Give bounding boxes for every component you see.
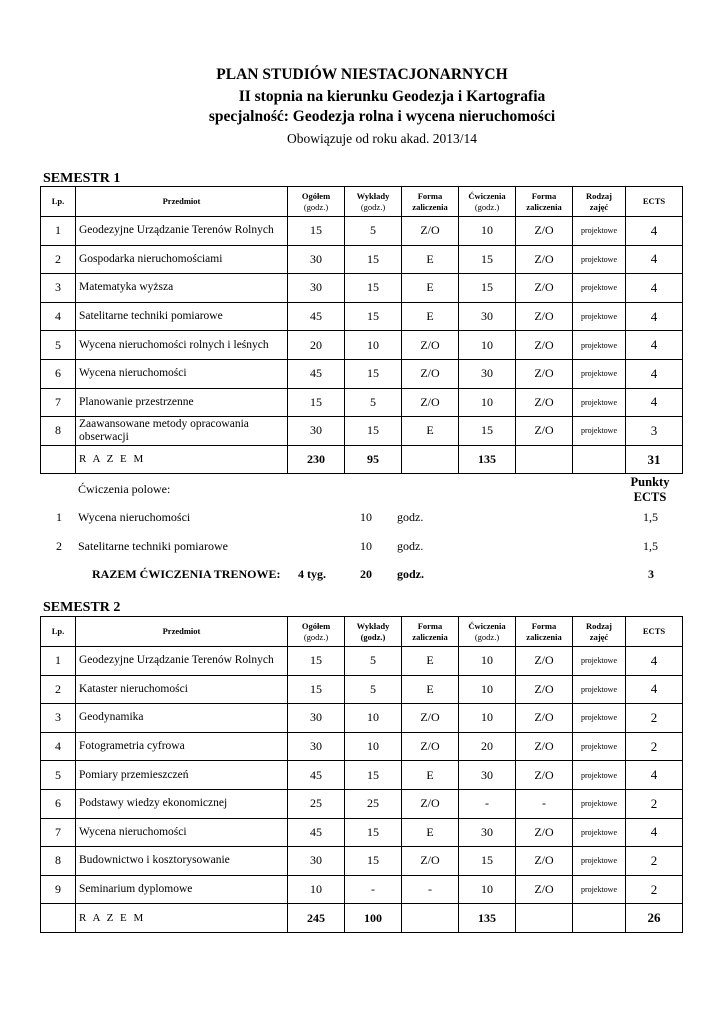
cell-exercises: 10 <box>459 875 516 904</box>
field-item-1-ects: 1,5 <box>643 510 658 524</box>
field-item-1-hours: 10 <box>360 510 372 524</box>
cell-lectures: 15 <box>345 245 402 274</box>
cell-exercises: 30 <box>459 818 516 847</box>
field-total-label: RAZEM ĆWICZENIA TRENOWE: <box>92 567 281 581</box>
cell-form1: E <box>402 818 459 847</box>
cell-lp: 2 <box>41 245 76 274</box>
cell-form2: Z/O <box>516 732 573 761</box>
cell-ects: 4 <box>626 274 683 303</box>
cell-total: 30 <box>288 732 345 761</box>
table-row <box>41 359 683 388</box>
cell-form2: Z/O <box>516 274 573 303</box>
cell-subject: Wycena nieruchomości <box>76 818 288 847</box>
cell-ects: 4 <box>626 761 683 790</box>
col-type: Rodzaj zajęć <box>573 617 626 647</box>
cell-lp: 3 <box>41 704 76 733</box>
cell-total-ects: 26 <box>626 904 683 933</box>
field-exercises-points-heading: Punkty ECTS <box>630 475 670 504</box>
cell-ects: 2 <box>626 789 683 818</box>
cell-empty <box>516 904 573 933</box>
cell-lectures: - <box>345 875 402 904</box>
cell-ects: 4 <box>626 245 683 274</box>
field-total-weeks: 4 tyg. <box>298 567 326 581</box>
cell-form1: Z/O <box>402 359 459 388</box>
cell-lp: 4 <box>41 732 76 761</box>
cell-ects: 2 <box>626 704 683 733</box>
cell-lectures: 5 <box>345 388 402 417</box>
field-item-2-subject: Satelitarne techniki pomiarowe <box>78 539 228 553</box>
cell-exercises: 20 <box>459 732 516 761</box>
cell-lectures: 15 <box>345 274 402 303</box>
col-subject: Przedmiot <box>76 187 288 217</box>
table-row <box>41 732 683 761</box>
cell-empty <box>573 904 626 933</box>
cell-subject: Geodezyjne Urządzanie Terenów Rolnych <box>76 647 288 676</box>
col-ects: ECTS <box>626 187 683 217</box>
cell-lectures: 10 <box>345 704 402 733</box>
table-row <box>41 388 683 417</box>
cell-empty <box>402 904 459 933</box>
cell-empty <box>402 445 459 474</box>
total-row <box>41 445 683 474</box>
cell-subject: Satelitarne techniki pomiarowe <box>76 302 288 331</box>
cell-ects: 2 <box>626 847 683 876</box>
cell-exercises: 10 <box>459 675 516 704</box>
cell-type: projektowe <box>573 331 626 360</box>
cell-form1: Z/O <box>402 217 459 246</box>
col-exercises: Ćwiczenia (godz.) <box>459 187 516 217</box>
table-row <box>41 789 683 818</box>
cell-type: projektowe <box>573 732 626 761</box>
col-type: Rodzaj zajęć <box>573 187 626 217</box>
cell-exercises: 30 <box>459 302 516 331</box>
col-ects: ECTS <box>626 617 683 647</box>
cell-type: projektowe <box>573 647 626 676</box>
cell-total: 15 <box>288 675 345 704</box>
col-lp: Lp. <box>41 617 76 647</box>
cell-ects: 4 <box>626 647 683 676</box>
table-header-row <box>41 187 683 217</box>
cell-ects: 4 <box>626 359 683 388</box>
cell-form2: Z/O <box>516 847 573 876</box>
col-form2: Forma zaliczenia <box>516 617 573 647</box>
cell-total: 10 <box>288 875 345 904</box>
col-total: Ogółem (godz.) <box>288 617 345 647</box>
cell-type: projektowe <box>573 847 626 876</box>
cell-total: 20 <box>288 331 345 360</box>
cell-type: projektowe <box>573 417 626 446</box>
cell-total-ects: 31 <box>626 445 683 474</box>
table-row <box>41 704 683 733</box>
cell-ects: 4 <box>626 331 683 360</box>
cell-type: projektowe <box>573 274 626 303</box>
col-lp: Lp. <box>41 187 76 217</box>
table-row <box>41 818 683 847</box>
cell-lectures: 15 <box>345 359 402 388</box>
cell-type: projektowe <box>573 388 626 417</box>
field-item-2-lp: 2 <box>56 539 62 553</box>
cell-lp: 1 <box>41 217 76 246</box>
cell-form2: Z/O <box>516 704 573 733</box>
cell-total: 30 <box>288 704 345 733</box>
cell-form2: Z/O <box>516 217 573 246</box>
semester-1-heading: SEMESTR 1 <box>43 171 121 186</box>
cell-type: projektowe <box>573 761 626 790</box>
cell-exercises: 30 <box>459 359 516 388</box>
cell-lp <box>41 445 76 474</box>
document-title: PLAN STUDIÓW NIESTACJONARNYCH <box>216 66 508 83</box>
cell-form1: Z/O <box>402 732 459 761</box>
cell-form1: Z/O <box>402 704 459 733</box>
cell-subject: Podstawy wiedzy ekonomicznej <box>76 789 288 818</box>
cell-total: 30 <box>288 417 345 446</box>
cell-type: projektowe <box>573 675 626 704</box>
cell-type: projektowe <box>573 245 626 274</box>
cell-lp: 7 <box>41 388 76 417</box>
cell-form2: Z/O <box>516 675 573 704</box>
cell-ects: 4 <box>626 675 683 704</box>
cell-ects: 4 <box>626 818 683 847</box>
field-item-2-ects: 1,5 <box>643 539 658 553</box>
field-total-ects: 3 <box>648 567 654 581</box>
cell-subject: Gospodarka nieruchomościami <box>76 245 288 274</box>
col-lectures: Wykłady (godz.) <box>345 617 402 647</box>
cell-exercises: 10 <box>459 217 516 246</box>
cell-lp: 1 <box>41 647 76 676</box>
cell-form2: Z/O <box>516 875 573 904</box>
cell-type: projektowe <box>573 704 626 733</box>
cell-subject: Geodezyjne Urządzanie Terenów Rolnych <box>76 217 288 246</box>
cell-form2: Z/O <box>516 417 573 446</box>
col-lectures: Wykłady (godz.) <box>345 187 402 217</box>
table-row <box>41 274 683 303</box>
field-item-2-unit: godz. <box>397 539 424 553</box>
cell-lp: 4 <box>41 302 76 331</box>
cell-ects: 3 <box>626 417 683 446</box>
cell-form1: E <box>402 761 459 790</box>
cell-ects: 2 <box>626 732 683 761</box>
cell-lectures: 10 <box>345 732 402 761</box>
cell-subject: Wycena nieruchomości rolnych i leśnych <box>76 331 288 360</box>
cell-exercises: 15 <box>459 245 516 274</box>
cell-form1: Z/O <box>402 331 459 360</box>
document-validity: Obowiązuje od roku akad. 2013/14 <box>286 131 478 146</box>
cell-form1: Z/O <box>402 789 459 818</box>
semester-2-heading: SEMESTR 2 <box>43 600 121 615</box>
cell-form1: E <box>402 245 459 274</box>
cell-exercises: 15 <box>459 417 516 446</box>
cell-total-lectures: 100 <box>345 904 402 933</box>
table-row <box>41 331 683 360</box>
cell-lectures: 5 <box>345 217 402 246</box>
cell-exercises: 10 <box>459 647 516 676</box>
cell-total-lectures: 95 <box>345 445 402 474</box>
table-row <box>41 875 683 904</box>
cell-ects: 4 <box>626 217 683 246</box>
field-item-1-unit: godz. <box>397 510 424 524</box>
cell-exercises: 30 <box>459 761 516 790</box>
cell-total: 30 <box>288 245 345 274</box>
cell-subject: Fotogrametria cyfrowa <box>76 732 288 761</box>
cell-form1: E <box>402 675 459 704</box>
cell-lp: 5 <box>41 331 76 360</box>
cell-subject: Kataster nieruchomości <box>76 675 288 704</box>
cell-exercises: - <box>459 789 516 818</box>
cell-exercises: 15 <box>459 847 516 876</box>
cell-ects: 4 <box>626 388 683 417</box>
col-total: Ogółem (godz.) <box>288 187 345 217</box>
cell-total-hours: 245 <box>288 904 345 933</box>
field-total-hours: 20 <box>360 567 372 581</box>
cell-lp: 3 <box>41 274 76 303</box>
cell-lp: 6 <box>41 789 76 818</box>
cell-total: 30 <box>288 847 345 876</box>
field-total-unit: godz. <box>397 567 424 581</box>
table-row <box>41 245 683 274</box>
cell-form1: E <box>402 417 459 446</box>
table-row <box>41 302 683 331</box>
cell-lectures: 15 <box>345 847 402 876</box>
cell-exercises: 10 <box>459 331 516 360</box>
field-exercises-heading: Ćwiczenia polowe: <box>78 482 171 496</box>
table-row <box>41 417 683 446</box>
cell-lectures: 15 <box>345 417 402 446</box>
cell-subject: Matematyka wyższa <box>76 274 288 303</box>
cell-total-label: R A Z E M <box>76 445 288 474</box>
cell-total: 15 <box>288 647 345 676</box>
table-row <box>41 847 683 876</box>
cell-lectures: 5 <box>345 675 402 704</box>
cell-subject: Budownictwo i kosztorysowanie <box>76 847 288 876</box>
cell-lp: 8 <box>41 847 76 876</box>
cell-form1: E <box>402 647 459 676</box>
cell-total: 45 <box>288 302 345 331</box>
cell-empty <box>573 445 626 474</box>
cell-lp: 8 <box>41 417 76 446</box>
cell-form2: - <box>516 789 573 818</box>
cell-form1: E <box>402 274 459 303</box>
cell-type: projektowe <box>573 217 626 246</box>
cell-lp: 2 <box>41 675 76 704</box>
cell-total-label: R A Z E M <box>76 904 288 933</box>
cell-form2: Z/O <box>516 302 573 331</box>
cell-form2: Z/O <box>516 818 573 847</box>
cell-form2: Z/O <box>516 647 573 676</box>
cell-subject: Geodynamika <box>76 704 288 733</box>
semester-2-table <box>40 616 683 933</box>
cell-subject: Wycena nieruchomości <box>76 359 288 388</box>
cell-lectures: 15 <box>345 761 402 790</box>
cell-type: projektowe <box>573 302 626 331</box>
cell-type: projektowe <box>573 818 626 847</box>
cell-subject: Zaawansowane metody opracowania obserwacji <box>76 417 288 446</box>
cell-form1: E <box>402 302 459 331</box>
col-form2: Forma zaliczenia <box>516 187 573 217</box>
cell-ects: 2 <box>626 875 683 904</box>
table-row <box>41 647 683 676</box>
cell-lectures: 10 <box>345 331 402 360</box>
cell-total-exercises: 135 <box>459 904 516 933</box>
cell-form1: - <box>402 875 459 904</box>
document-subtitle-specialty: specjalność: Geodezja rolna i wycena nieruchomości <box>208 108 556 125</box>
cell-type: projektowe <box>573 875 626 904</box>
cell-lp: 5 <box>41 761 76 790</box>
cell-total: 45 <box>288 818 345 847</box>
cell-subject: Planowanie przestrzenne <box>76 388 288 417</box>
cell-subject: Seminarium dyplomowe <box>76 875 288 904</box>
col-subject: Przedmiot <box>76 617 288 647</box>
cell-lectures: 25 <box>345 789 402 818</box>
cell-lectures: 15 <box>345 818 402 847</box>
cell-exercises: 10 <box>459 704 516 733</box>
field-item-1-lp: 1 <box>56 510 62 524</box>
cell-subject: Pomiary przemieszczeń <box>76 761 288 790</box>
cell-type: projektowe <box>573 789 626 818</box>
table-row <box>41 761 683 790</box>
semester-1-table <box>40 186 683 474</box>
cell-total: 15 <box>288 217 345 246</box>
cell-form1: Z/O <box>402 847 459 876</box>
table-row <box>41 217 683 246</box>
cell-type: projektowe <box>573 359 626 388</box>
cell-form2: Z/O <box>516 761 573 790</box>
col-form1: Forma zaliczenia <box>402 187 459 217</box>
cell-lectures: 5 <box>345 647 402 676</box>
cell-total-hours: 230 <box>288 445 345 474</box>
field-item-2-hours: 10 <box>360 539 372 553</box>
cell-ects: 4 <box>626 302 683 331</box>
cell-empty <box>516 445 573 474</box>
cell-total: 15 <box>288 388 345 417</box>
cell-form1: Z/O <box>402 388 459 417</box>
cell-exercises: 15 <box>459 274 516 303</box>
cell-exercises: 10 <box>459 388 516 417</box>
cell-lp: 7 <box>41 818 76 847</box>
cell-form2: Z/O <box>516 331 573 360</box>
cell-total: 25 <box>288 789 345 818</box>
cell-lp: 6 <box>41 359 76 388</box>
cell-form2: Z/O <box>516 245 573 274</box>
document-subtitle-program: II stopnia na kierunku Geodezja i Kartografia <box>238 88 546 105</box>
field-item-1-subject: Wycena nieruchomości <box>78 510 191 524</box>
total-row <box>41 904 683 933</box>
cell-lectures: 15 <box>345 302 402 331</box>
table-header-row <box>41 617 683 647</box>
col-exercises: Ćwiczenia (godz.) <box>459 617 516 647</box>
cell-total: 45 <box>288 761 345 790</box>
cell-total: 30 <box>288 274 345 303</box>
cell-form2: Z/O <box>516 388 573 417</box>
cell-total: 45 <box>288 359 345 388</box>
cell-form2: Z/O <box>516 359 573 388</box>
col-form1: Forma zaliczenia <box>402 617 459 647</box>
cell-lp: 9 <box>41 875 76 904</box>
table-row <box>41 675 683 704</box>
cell-total-exercises: 135 <box>459 445 516 474</box>
cell-lp <box>41 904 76 933</box>
